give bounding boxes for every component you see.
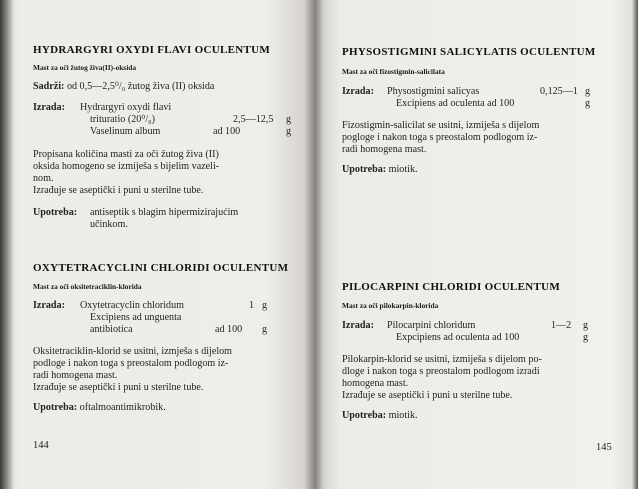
ingredient-name: Hydrargyri oxydi flavi: [80, 102, 172, 113]
paragraph-line: dloge i nakon toga s preostalom podlogom izradi: [342, 366, 540, 377]
ingredient-amount: 0,125—1: [540, 86, 578, 97]
izrada-label: Izrada:: [33, 102, 65, 113]
section-subtitle: Mast za oči oksitetraciklin-klorida: [33, 282, 142, 291]
ingredient-name: Excipiens ad unguenta: [90, 312, 182, 323]
paragraph-line: pogloge i nakon toga s preostalom podlogom iz-: [342, 132, 538, 143]
upotreba-label: Upotreba:: [33, 402, 78, 413]
ingredient-name: antibiotica: [90, 324, 133, 335]
ingredient-name: Expcipiens ad oculenta ad 100: [396, 332, 520, 343]
section-subtitle: Mast za oči fizostigmin-salicilata: [342, 67, 445, 76]
paragraph-line: nom.: [33, 173, 54, 184]
page-number: 145: [596, 442, 612, 453]
upotreba-text: antiseptik s blagim hipermizirajućim: [90, 207, 239, 218]
paragraph-line: oksida homogeno se izmiješa s bijelim vazeli-: [33, 161, 220, 172]
section-title: HYDRARGYRI OXYDI FLAVI OCULENTUM: [33, 44, 271, 56]
ingredient-amount: ad 100: [215, 324, 243, 335]
upotreba-line: [33, 402, 166, 415]
paragraph-line: Izrađuje se aseptički i puni u sterilne tube.: [33, 185, 204, 196]
izrada-label: Izrada:: [33, 300, 65, 311]
right-page: [314, 0, 638, 489]
paragraph-line: Pilokarpin-klorid se usitni, izmiješa s dijelom po-: [342, 354, 542, 365]
book-gutter-shadow: [304, 0, 324, 489]
izrada-label: Izrada:: [342, 86, 374, 97]
left-page: [0, 0, 314, 489]
ingredient-unit: g: [585, 86, 591, 97]
upotreba-text: oftalmoantimikrobik.: [79, 402, 166, 413]
paragraph-line: Izrađuje se aseptički i puni u sterilne tube.: [342, 390, 513, 401]
sadrzi-label: Sadrži:: [33, 81, 65, 92]
paragraph-line: radi homogena mast.: [33, 370, 118, 381]
section-title: OXYTETRACYCLINI CHLORIDI OCULENTUM: [33, 262, 289, 274]
section-subtitle: Mast za oči žutog živa(II)-oksida: [33, 63, 137, 72]
page-edge-shadow: [632, 0, 638, 489]
ingredient-unit: g: [585, 98, 591, 109]
upotreba-label: Upotreba:: [342, 164, 387, 175]
ingredient-name: Pilocarpini chloridum: [387, 320, 476, 331]
section-subtitle: Mast za oči pilokarpin-klorida: [342, 301, 439, 310]
ingredient-unit: g: [583, 332, 589, 343]
ingredient-amount: 2,5—12,5: [233, 114, 274, 125]
ingredient-amount: 1—2: [551, 320, 572, 331]
page-edge-shadow: [0, 0, 14, 489]
section-title: PILOCARPINI CHLORIDI OCULENTUM: [342, 281, 561, 293]
paragraph-line: Izrađuje se aseptički i puni u sterilne tube.: [33, 382, 204, 393]
section-title: PHYSOSTIGMINI SALICYLATIS OCULENTUM: [342, 46, 596, 58]
izrada-label: Izrada:: [342, 320, 374, 331]
ingredient-unit: g: [286, 126, 292, 137]
paragraph-line: radi homogena mast.: [342, 144, 427, 155]
ingredient-name: Vaselinum album: [90, 126, 161, 137]
ingredient-amount: ad 100: [213, 126, 241, 137]
ingredient-name: Excipiens ad oculenta ad 100: [396, 98, 515, 109]
ingredient-amount: 1: [249, 300, 255, 311]
ingredient-unit: g: [583, 320, 589, 331]
sadrzi-line: [33, 81, 214, 94]
upotreba-text: miotik.: [388, 164, 418, 175]
ingredient-name: Oxytetracyclin chloridum: [80, 300, 184, 311]
ingredient-unit: g: [262, 300, 268, 311]
upotreba-line: [342, 164, 418, 177]
paragraph-line: Oksitetraciklin-klorid se usitni, izmješa s dijelom: [33, 346, 233, 357]
upotreba-text: miotik.: [388, 410, 418, 421]
sadrzi-text: od 0,5—2,5⁰/₀ žutog živa (II) oksida: [66, 81, 215, 92]
ingredient-unit: g: [262, 324, 268, 335]
upotreba-line: [342, 410, 418, 423]
ingredient-unit: g: [286, 114, 292, 125]
paragraph-line: homogena mast.: [342, 378, 409, 389]
upotreba-label: Upotreba:: [33, 207, 78, 218]
ingredient-name: Physostigmini salicyas: [387, 86, 480, 97]
page-number: 144: [33, 440, 49, 451]
paragraph-line: Fizostigmin-salicilat se usitni, izmiješa s dijelom: [342, 120, 540, 131]
upotreba-text: učinkom.: [90, 219, 128, 230]
paragraph-line: Propisana količina masti za oči žutog živa (II): [33, 149, 219, 160]
ingredient-name: trituratio (20⁰/₀): [90, 114, 156, 125]
upotreba-label: Upotreba:: [342, 410, 387, 421]
paragraph-line: podloge i nakon toga s preostalom podlogom iz-: [33, 358, 229, 369]
